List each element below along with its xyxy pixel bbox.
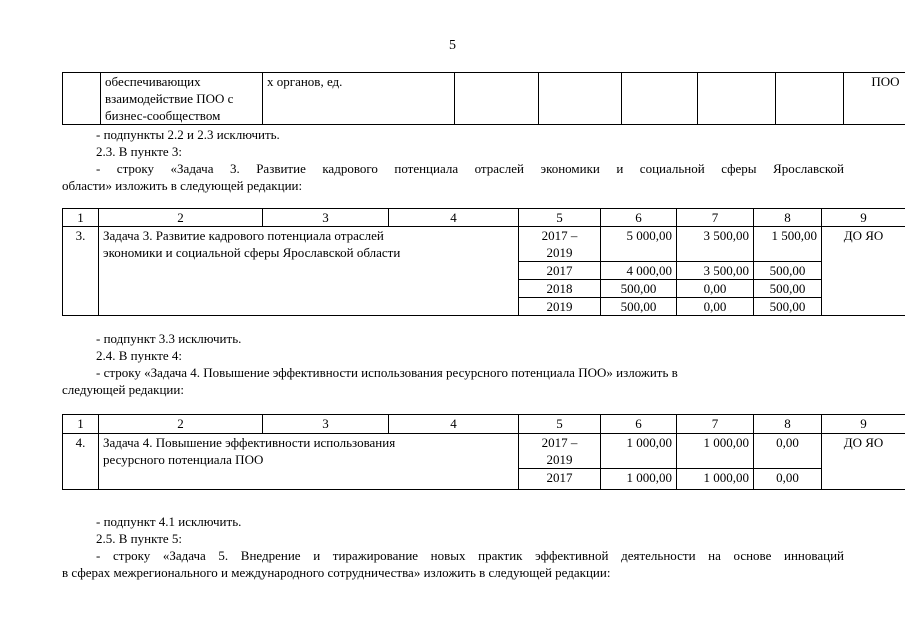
task3-row-total (63, 227, 905, 262)
task4-executor: ДО ЯО (822, 434, 905, 490)
paragraph-1: - подпункты 2.2 и 2.3 исключить. (96, 127, 280, 142)
task3-header-row (63, 209, 905, 227)
task3-2018-col6: 500,00 (601, 280, 677, 298)
paragraph-6-line-2: следующей редакции: (62, 382, 184, 397)
header-col-5: 5 (519, 209, 601, 227)
task4-row-total (63, 434, 905, 469)
task3-2017-col7: 3 500,00 (677, 262, 754, 280)
task3-executor: ДО ЯО (822, 227, 905, 316)
task4-total-col6: 1 000,00 (601, 434, 677, 469)
task3-2018-col8: 500,00 (754, 280, 822, 298)
task3-2019-col6: 500,00 (601, 298, 677, 316)
task3-2019-col8: 500,00 (754, 298, 822, 316)
paragraph-9-line-2: в сферах межрегионального и международного сотрудничества» изложить в следующей редакции: (62, 565, 611, 580)
paragraph-4: - подпункт 3.3 исключить. (96, 331, 242, 346)
top-col3: х органов, ед. (263, 73, 455, 125)
header-col-5: 5 (519, 415, 601, 434)
task4-period-total: 2017 – 2019 (519, 434, 601, 469)
task4-table (62, 414, 905, 490)
paragraph-5: 2.4. В пункте 4: (96, 348, 183, 363)
task3-number: 3. (63, 227, 99, 316)
paragraph-3-line-1: - строку «Задача 3. Развитие кадрового потенциала отраслей экономики и социальной сферы Ярославской (96, 161, 844, 176)
header-col-2: 2 (99, 209, 263, 227)
task3-2019-col7: 0,00 (677, 298, 754, 316)
header-col-3: 3 (263, 415, 389, 434)
top-col4 (455, 73, 539, 125)
task4-total-col7: 1 000,00 (677, 434, 754, 469)
header-col-7: 7 (677, 415, 754, 434)
task3-2017-col8: 500,00 (754, 262, 822, 280)
top-col9: ПОО (844, 73, 905, 125)
task3-period-2018: 2018 (519, 280, 601, 298)
header-col-7: 7 (677, 209, 754, 227)
task3-total-col8: 1 500,00 (754, 227, 822, 262)
header-col-1: 1 (63, 415, 99, 434)
header-col-6: 6 (601, 415, 677, 434)
header-col-8: 8 (754, 415, 822, 434)
top-col1 (63, 73, 101, 125)
header-col-3: 3 (263, 209, 389, 227)
task4-total-col8: 0,00 (754, 434, 822, 469)
task3-name: Задача 3. Развитие кадрового потенциала отраслей экономики и социальной сферы Ярославской области (99, 227, 519, 316)
page-number: 5 (449, 38, 456, 53)
task4-2017-col6: 1 000,00 (601, 469, 677, 490)
task4-name: Задача 4. Повышение эффективности использования ресурсного потенциала ПОО (99, 434, 519, 490)
header-col-4: 4 (389, 415, 519, 434)
header-col-6: 6 (601, 209, 677, 227)
paragraph-7: - подпункт 4.1 исключить. (96, 514, 242, 529)
task3-table (62, 208, 905, 316)
top-col5 (539, 73, 622, 125)
header-col-9: 9 (822, 209, 905, 227)
paragraph-2: 2.3. В пункте 3: (96, 144, 183, 159)
header-col-4: 4 (389, 209, 519, 227)
top-col7 (698, 73, 776, 125)
header-col-8: 8 (754, 209, 822, 227)
task4-2017-col7: 1 000,00 (677, 469, 754, 490)
task3-total-col6: 5 000,00 (601, 227, 677, 262)
task3-2017-col6: 4 000,00 (601, 262, 677, 280)
task4-period-2017: 2017 (519, 469, 601, 490)
paragraph-6-line-1: - строку «Задача 4. Повышение эффективности использования ресурсного потенциала ПОО» изложить в (96, 365, 678, 380)
paragraph-9-line-1: - строку «Задача 5. Внедрение и тиражирование новых практик эффективной деятельности на основе инноваций (96, 548, 844, 563)
top-col8 (776, 73, 844, 125)
task3-total-col7: 3 500,00 (677, 227, 754, 262)
task4-header-row (63, 415, 905, 434)
task3-period-2017: 2017 (519, 262, 601, 280)
task4-number: 4. (63, 434, 99, 490)
task3-period-2019: 2019 (519, 298, 601, 316)
top-table (62, 72, 905, 125)
task3-2018-col7: 0,00 (677, 280, 754, 298)
header-col-9: 9 (822, 415, 905, 434)
top-col6 (622, 73, 698, 125)
header-col-2: 2 (99, 415, 263, 434)
top-col2: обеспечивающих взаимодействие ПОО с бизнес-сообществом (101, 73, 263, 125)
paragraph-3-line-2: области» изложить в следующей редакции: (62, 178, 303, 193)
paragraph-8: 2.5. В пункте 5: (96, 531, 183, 546)
task3-period-total: 2017 – 2019 (519, 227, 601, 262)
task4-2017-col8: 0,00 (754, 469, 822, 490)
header-col-1: 1 (63, 209, 99, 227)
